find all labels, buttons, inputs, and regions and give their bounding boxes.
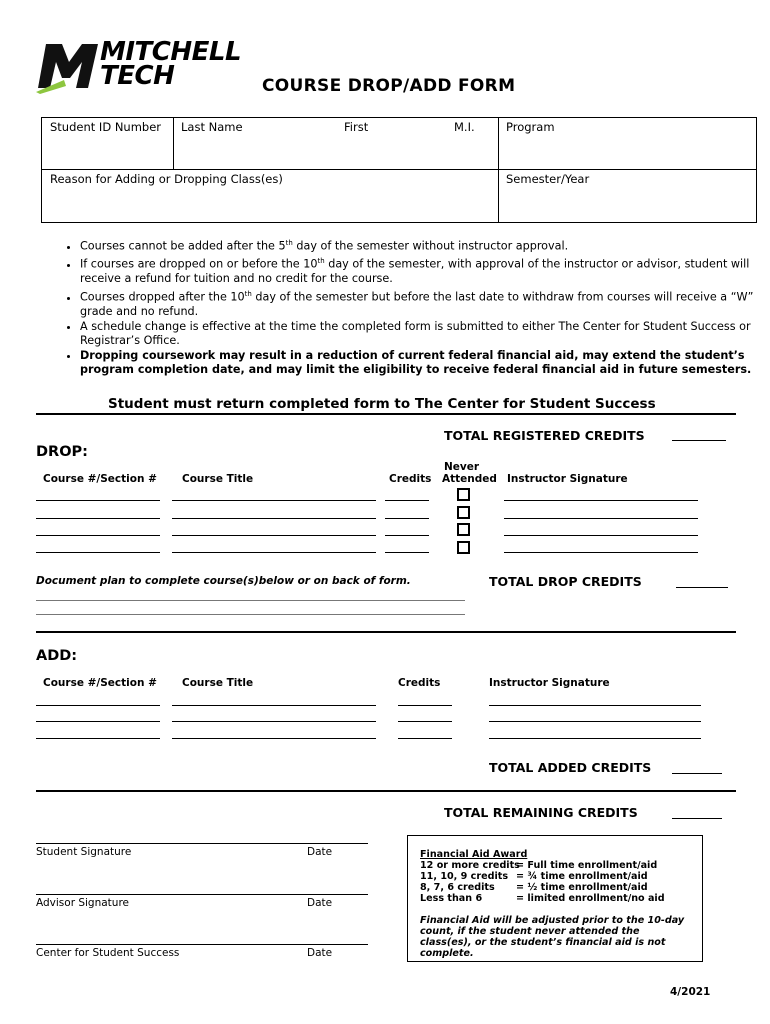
student-id-field[interactable]: Student ID Number [50, 120, 162, 134]
add-title-input[interactable] [172, 738, 376, 739]
total-registered-blank[interactable] [672, 440, 726, 441]
drop-col-attended: Attended [442, 473, 497, 485]
drop-signature-input[interactable] [504, 552, 698, 553]
add-credits-input[interactable] [398, 705, 452, 706]
aid-row-status-1: = Full time enrollment/aid [516, 860, 658, 871]
aid-row-credits-1: 12 or more credits [420, 860, 520, 871]
drop-col-title: Course Title [182, 473, 254, 485]
drop-section-title: DROP: [36, 444, 88, 460]
add-col-credits: Credits [398, 677, 441, 689]
add-col-course: Course #/Section # [43, 677, 157, 689]
drop-credits-input[interactable] [385, 552, 429, 553]
last-name-field[interactable]: Last Name [181, 120, 243, 134]
never-attended-checkbox[interactable] [457, 506, 470, 519]
drop-title-input[interactable] [172, 535, 376, 536]
student-signature-line[interactable] [36, 843, 368, 844]
add-signature-input[interactable] [489, 721, 701, 722]
divider [36, 790, 736, 792]
document-plan-label: Document plan to complete course(s)below or on back of form. [36, 575, 411, 587]
return-notice: Student must return completed form to The Center for Student Success [108, 396, 656, 412]
add-section-title: ADD: [36, 648, 78, 664]
add-col-signature: Instructor Signature [489, 677, 610, 689]
plan-line-2[interactable] [36, 614, 465, 615]
never-attended-checkbox[interactable] [457, 488, 470, 501]
total-added-blank[interactable] [672, 773, 722, 774]
drop-credits-input[interactable] [385, 500, 429, 501]
plan-line-1[interactable] [36, 600, 465, 601]
total-drop-blank[interactable] [676, 587, 728, 588]
drop-course-input[interactable] [36, 535, 160, 536]
drop-title-input[interactable] [172, 518, 376, 519]
list-item: • Courses cannot be added after the 5th day of the semester without instructor approval. [80, 236, 760, 254]
financial-aid-heading: Financial Aid Award [420, 849, 528, 860]
student-date-label: Date [307, 846, 333, 858]
add-course-input[interactable] [36, 721, 160, 722]
add-signature-input[interactable] [489, 738, 701, 739]
advisor-date-label: Date [307, 897, 333, 909]
center-signature-label: Center for Student Success [36, 947, 180, 959]
add-course-input[interactable] [36, 705, 160, 706]
total-remaining-label: TOTAL REMAINING CREDITS [444, 805, 638, 820]
financial-aid-box [407, 835, 703, 962]
advisor-signature-label: Advisor Signature [36, 897, 129, 909]
advisor-signature-line[interactable] [36, 894, 368, 895]
drop-course-input[interactable] [36, 518, 160, 519]
drop-signature-input[interactable] [504, 518, 698, 519]
logo-line-2: TECH [100, 61, 175, 91]
first-name-field[interactable]: First [344, 120, 369, 134]
list-item: • If courses are dropped on or before the 10th day of the semester, with approval of the instructor or advisor, student will receive a refund for tuition and no credit for the course. [80, 254, 760, 287]
add-title-input[interactable] [172, 721, 376, 722]
logo-m-mark-icon [36, 40, 98, 94]
list-item: • Dropping coursework may result in a reduction of current federal financial aid, may extend the student’s program completion date, and may limit the eligibility to receive federal financial aid in future semesters. [80, 349, 760, 378]
drop-col-never: Never [444, 461, 480, 473]
middle-initial-field[interactable]: M.I. [454, 120, 475, 134]
student-signature-label: Student Signature [36, 846, 132, 858]
drop-title-input[interactable] [172, 500, 376, 501]
financial-aid-note: Financial Aid will be adjusted prior to the 10-day count, if the student never attended the class(es), or the student’s financial aid is not complete. [420, 915, 685, 959]
add-title-input[interactable] [172, 705, 376, 706]
revision-date: 4/2021 [670, 986, 711, 998]
add-col-title: Course Title [182, 677, 254, 689]
reason-field[interactable]: Reason for Adding or Dropping Class(es) [50, 172, 283, 186]
aid-row-credits-3: 8, 7, 6 credits [420, 882, 495, 893]
drop-title-input[interactable] [172, 552, 376, 553]
semester-year-field[interactable]: Semester/Year [506, 172, 590, 186]
total-registered-label: TOTAL REGISTERED CREDITS [444, 428, 645, 443]
drop-credits-input[interactable] [385, 535, 429, 536]
add-credits-input[interactable] [398, 738, 452, 739]
aid-row-credits-4: Less than 6 [420, 893, 483, 904]
aid-row-status-4: = limited enrollment/no aid [516, 893, 665, 904]
form-title: COURSE DROP/ADD FORM [262, 76, 516, 96]
drop-col-credits: Credits [389, 473, 432, 485]
logo-line-1: MITCHELL [100, 37, 242, 67]
divider [36, 413, 736, 415]
add-credits-input[interactable] [398, 721, 452, 722]
drop-signature-input[interactable] [504, 500, 698, 501]
student-info-table [41, 117, 757, 223]
logo-text [100, 37, 242, 91]
total-added-label: TOTAL ADDED CREDITS [489, 760, 652, 775]
program-field[interactable]: Program [506, 120, 555, 134]
drop-course-input[interactable] [36, 552, 160, 553]
policy-notes-list [58, 236, 760, 378]
never-attended-checkbox[interactable] [457, 541, 470, 554]
center-date-label: Date [307, 947, 333, 959]
drop-col-signature: Instructor Signature [507, 473, 628, 485]
list-item: • A schedule change is effective at the time the completed form is submitted to either The Center for Student Success or Registrar’s Office. [80, 320, 760, 349]
total-drop-label: TOTAL DROP CREDITS [489, 574, 642, 589]
center-signature-line[interactable] [36, 944, 368, 945]
mitchell-tech-logo [36, 37, 242, 94]
divider [36, 631, 736, 633]
aid-row-status-3: = ½ time enrollment/aid [516, 882, 648, 893]
drop-course-input[interactable] [36, 500, 160, 501]
add-signature-input[interactable] [489, 705, 701, 706]
aid-row-status-2: = ¾ time enrollment/aid [516, 871, 648, 882]
drop-credits-input[interactable] [385, 518, 429, 519]
never-attended-checkbox[interactable] [457, 523, 470, 536]
list-item: • Courses dropped after the 10th day of the semester but before the last date to withdraw from courses will receive a “W” grade and no refund. [80, 287, 760, 320]
drop-col-course: Course #/Section # [43, 473, 157, 485]
total-remaining-blank[interactable] [672, 818, 722, 819]
aid-row-credits-2: 11, 10, 9 credits [420, 871, 509, 882]
add-course-input[interactable] [36, 738, 160, 739]
drop-signature-input[interactable] [504, 535, 698, 536]
